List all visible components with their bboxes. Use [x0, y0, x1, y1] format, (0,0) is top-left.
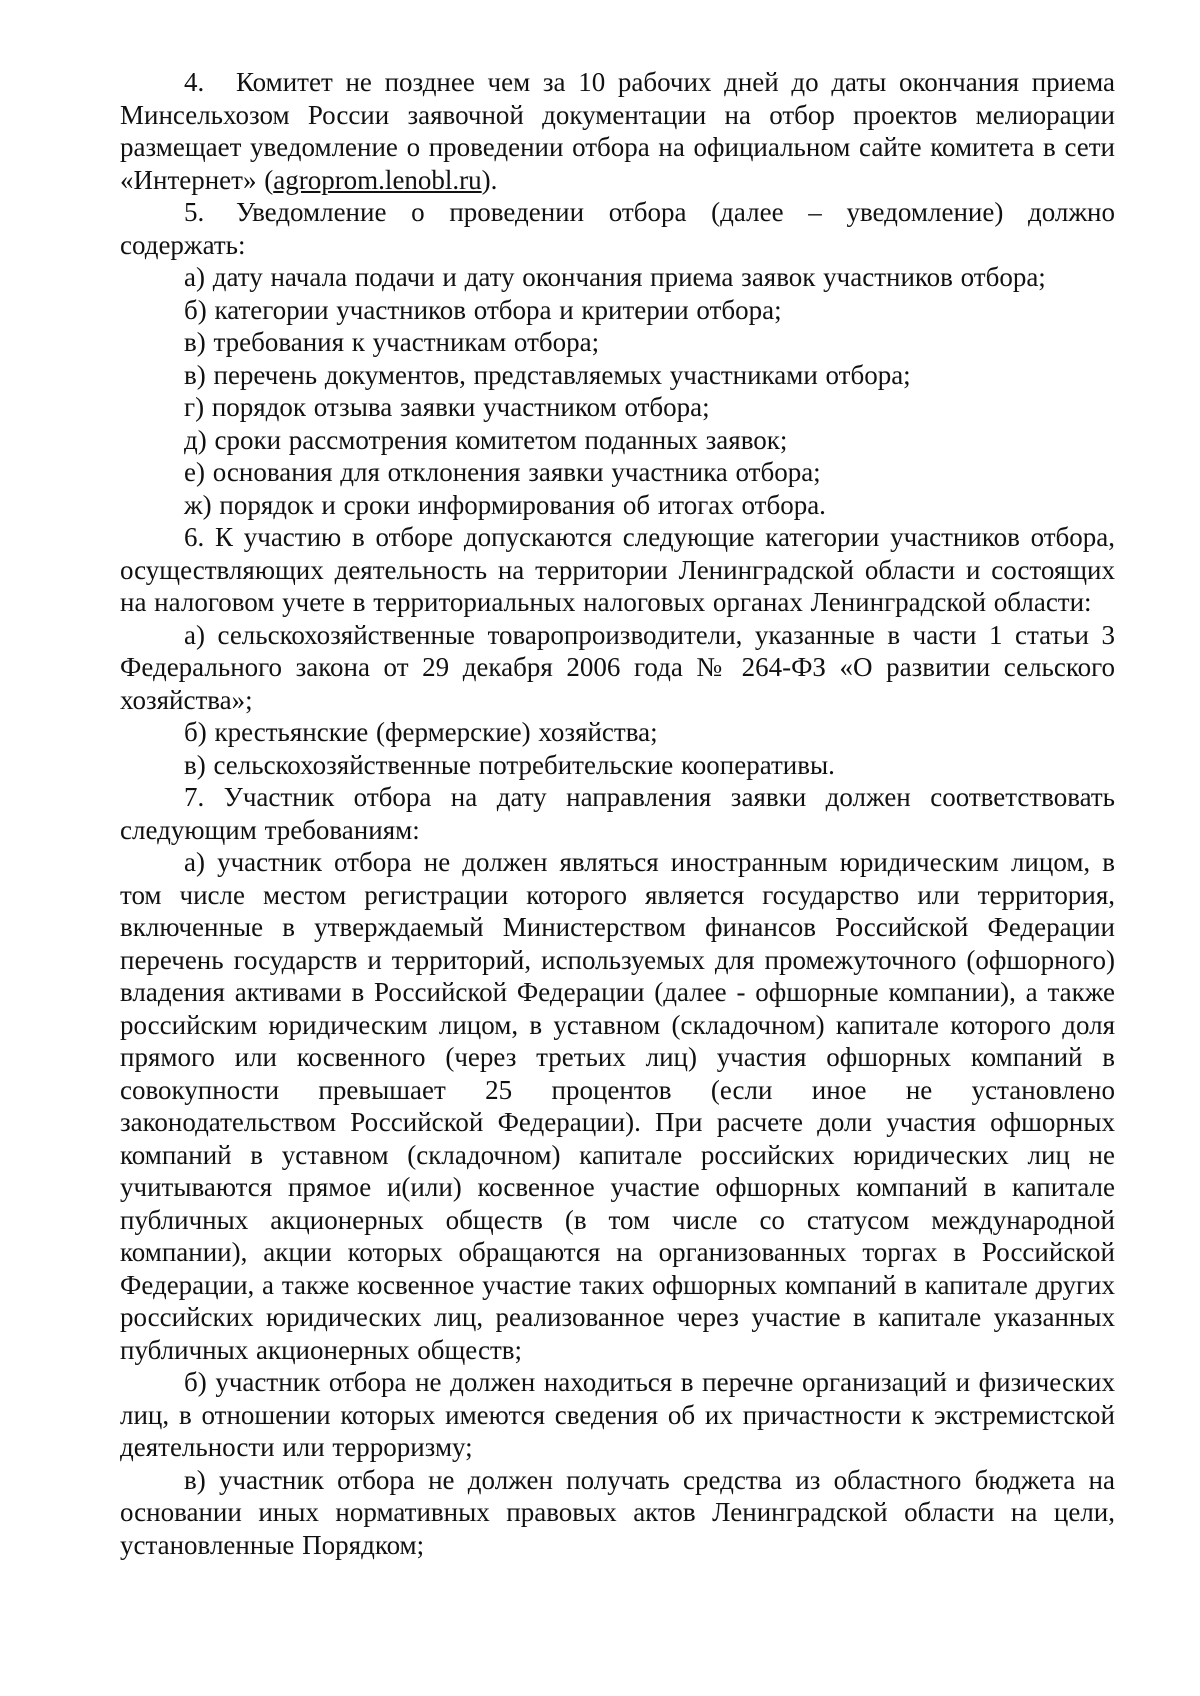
- list-item: б) категории участников отбора и критерии отбора;: [184, 294, 782, 325]
- list-item: б) участник отбора не должен находиться в перечне организаций и физических лиц, в отношении которых имеются сведения об их причастности к экстремистской деятельности или терроризму;: [120, 1367, 1115, 1462]
- paragraph-number: 5.: [184, 197, 205, 227]
- list-item: а) дату начала подачи и дату окончания приема заявок участников отбора;: [184, 262, 1046, 292]
- list-item: ж) порядок и сроки информирования об итогах отбора.: [184, 489, 826, 520]
- paragraph-5: [120, 196, 1115, 261]
- document-body: [120, 66, 1115, 1561]
- paragraph-7: 7. Участник отбора на дату направления заявки должен соответствовать следующим требованиям:: [120, 782, 1115, 845]
- list-item: в) участник отбора не должен получать средства из областного бюджета на основании иных нормативных правовых актов Ленинградской области на цели, установленные Порядком;: [120, 1464, 1115, 1560]
- list-item: а) сельскохозяйственные товаропроизводители, указанные в части 1 статьи 3 Федерального закона от 29 декабря 2006 года № 264-ФЗ «О развитии сельского хозяйства»;: [120, 619, 1115, 715]
- paragraph-text: Комитет не позднее чем за 10 рабочих дней до даты окончания приема Минсельхозом России заявочной документации на отбор проектов мелиорации размещает уведомление о проведении отбора на официальном сайте комитета в сети «Интернет» (: [120, 67, 1115, 195]
- paragraph-text: Уведомление о проведении отбора (далее – уведомление) должно содержать:: [120, 197, 1115, 260]
- list-item: в) перечень документов, представляемых участниками отбора;: [184, 359, 911, 390]
- list-item: д) сроки рассмотрения комитетом поданных заявок;: [184, 424, 788, 455]
- list-item: в) требования к участникам отбора;: [184, 327, 600, 357]
- list-item: а) участник отбора не должен являться иностранным юридическим лицом, в том числе местом регистрации которого является государство или территория, включенные в утверждаемый Министерством финансов Российской Федерации перечень государств и территорий, используемых для промежуточного (офшорного) владения активами в Российской Федерации (далее - офшорные компании), а также российским юридическим лицом, в уставном (складочном) капитале которого доля прямого или косвенного (через третьих лиц) участия офшорных компаний в совокупности превышает 25 процентов (если иное не установлено законодательством Российской Федерации). При расчете доли участия офшорных компаний в уставном (складочном) капитале российских юридических лиц не учитываются прямое и(или) косвенное участие офшорных компаний в капитале публичных акционерных обществ (в том числе со статусом международной компании), акции которых обращаются на организованных торгах в Российской Федерации, а также косвенное участие таких офшорных компаний в капитале других российских юридических лиц, реализованное через участие в капитале указанных публичных акционерных обществ;: [120, 847, 1115, 1365]
- paragraph-number: 4.: [184, 67, 205, 97]
- list-item: е) основания для отклонения заявки участника отбора;: [184, 457, 821, 487]
- paragraph-6: 6. К участию в отборе допускаются следующие категории участников отбора, осуществляющих деятельность на территории Ленинградской области и состоящих на налоговом учете в территориальных налоговых органах Ленинградской области:: [120, 522, 1115, 617]
- list-item: б) крестьянские (фермерские) хозяйства;: [184, 717, 658, 747]
- paragraph-4: [120, 66, 1115, 196]
- list-item: г) порядок отзыва заявки участником отбора;: [184, 392, 710, 422]
- paragraph-tail: ).: [481, 164, 498, 195]
- website-link[interactable]: agroprom.lenobl.ru: [273, 164, 482, 195]
- list-item: в) сельскохозяйственные потребительские кооперативы.: [184, 749, 835, 780]
